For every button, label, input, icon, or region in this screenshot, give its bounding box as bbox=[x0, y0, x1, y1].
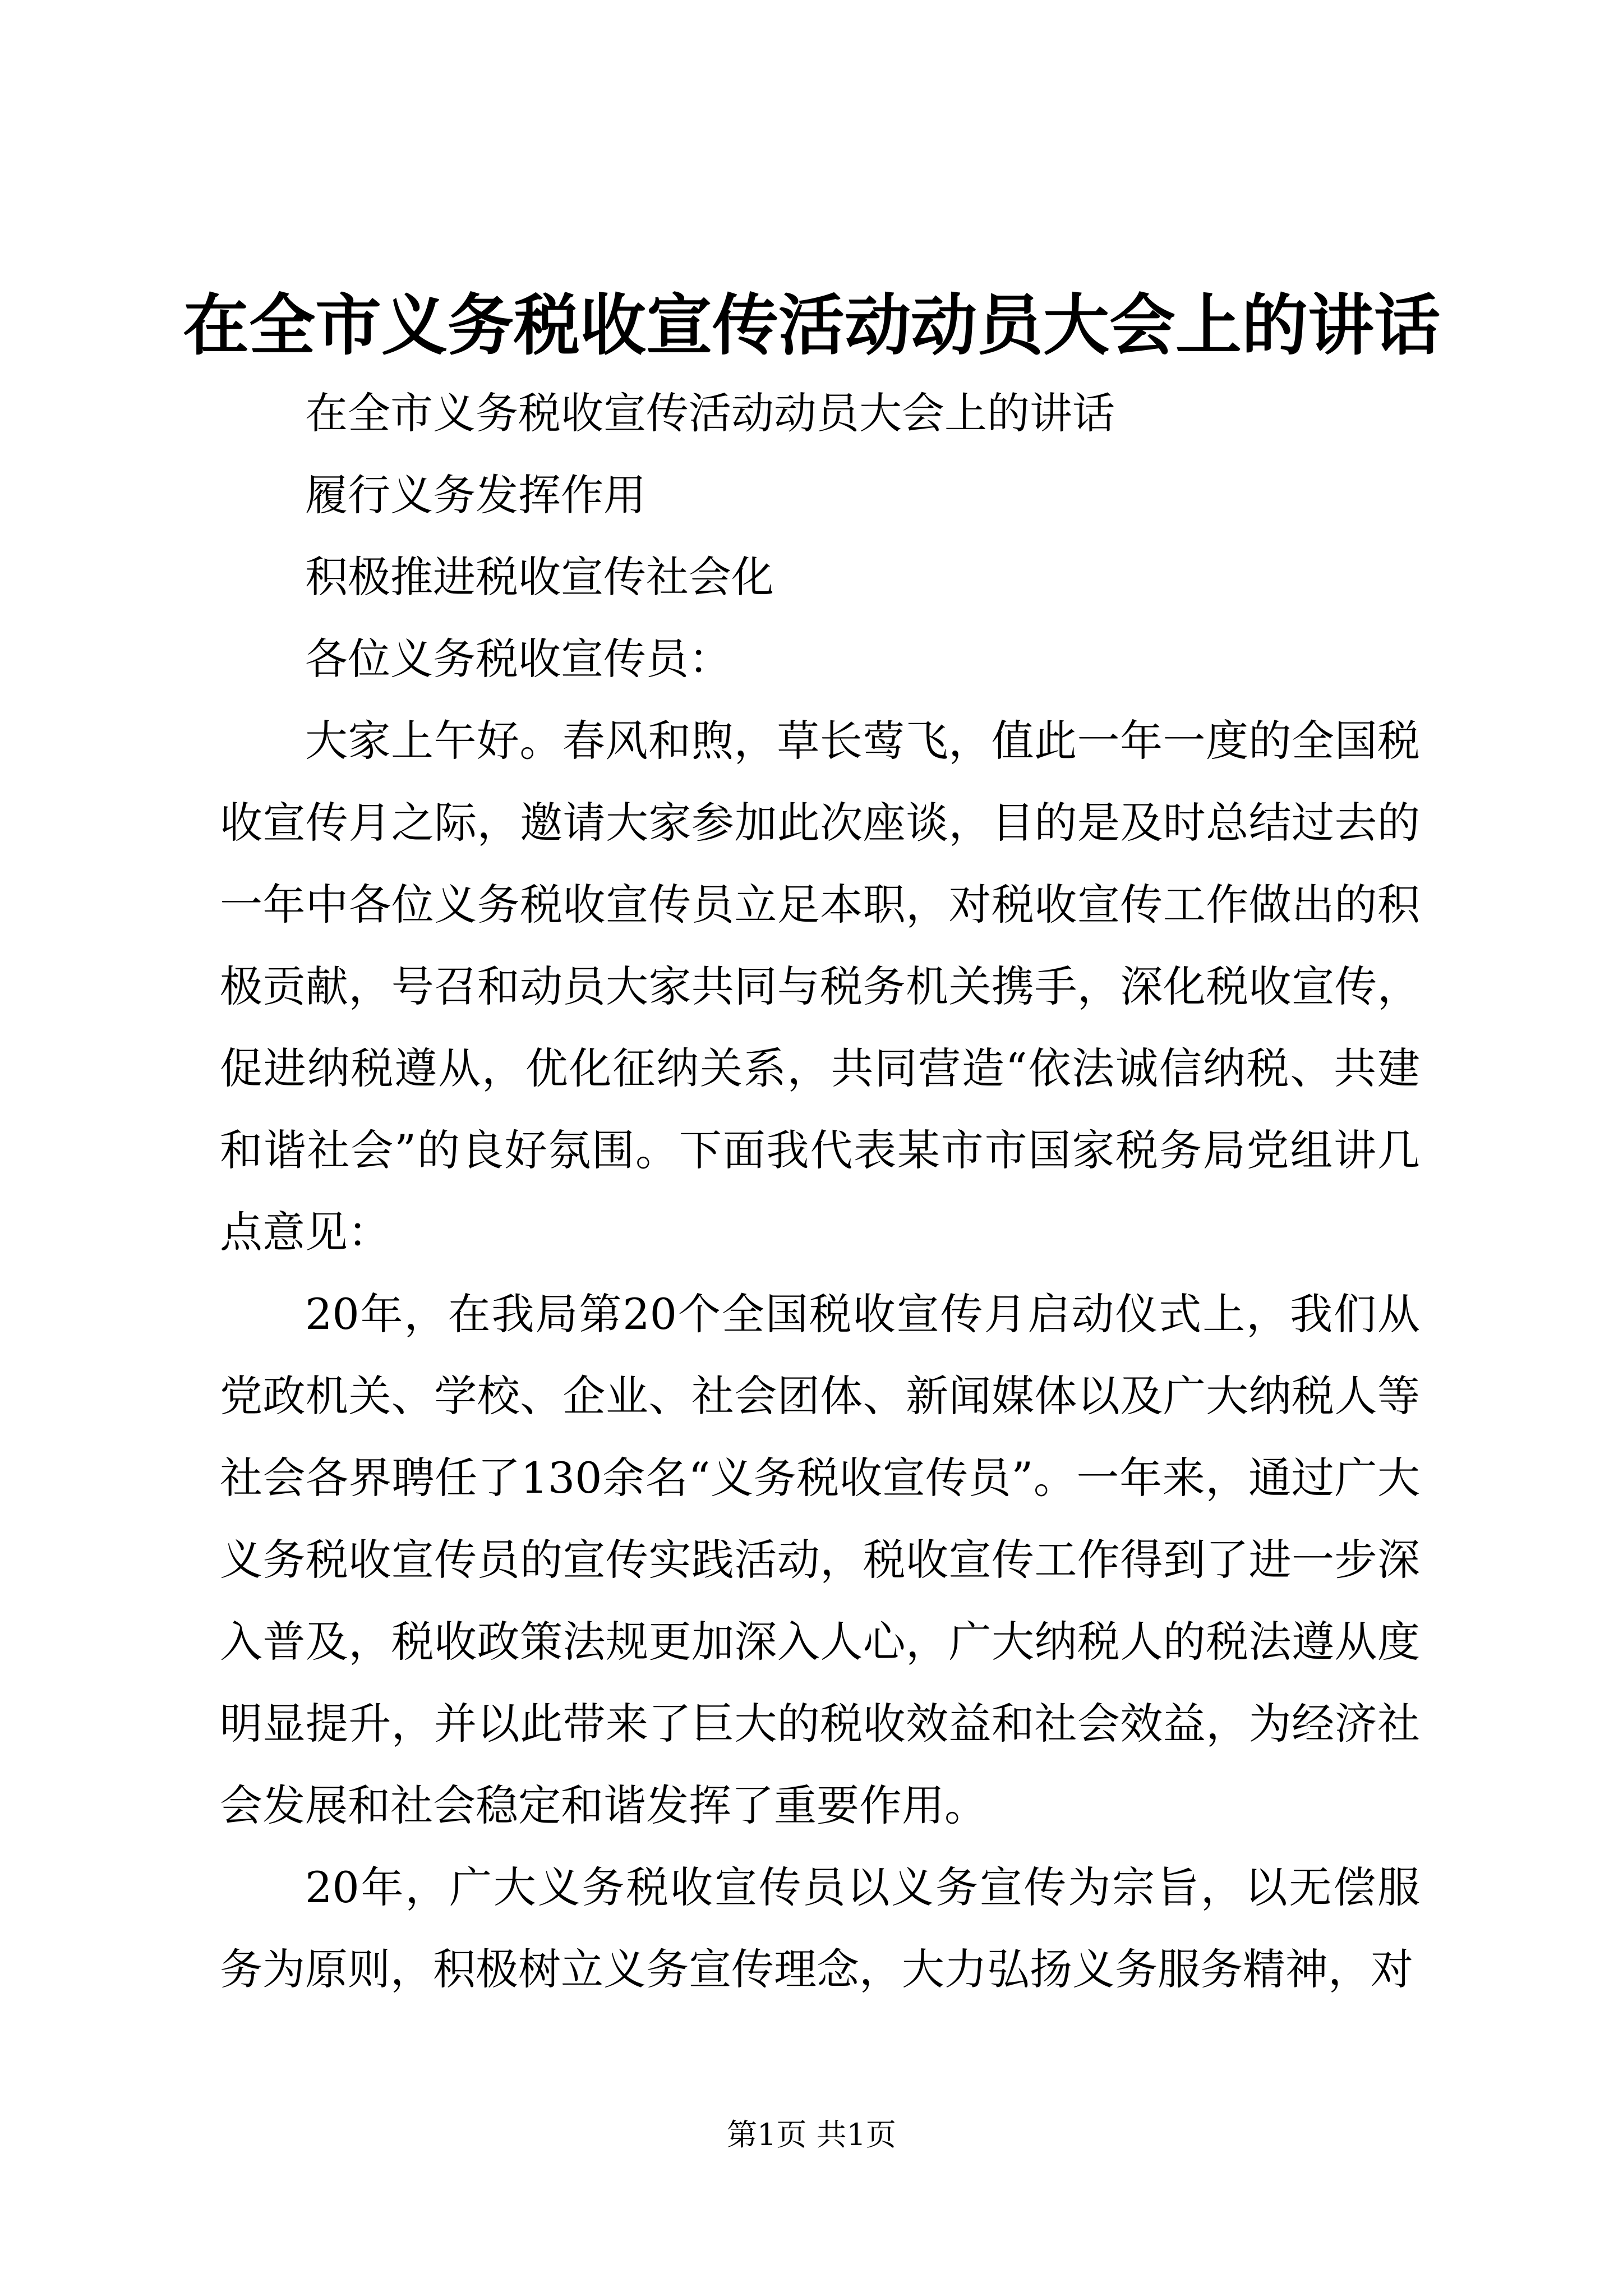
paragraph-body: 大家上午好。春风和煦，草长莺飞，值此一年一度的全国税收宣传月之际，邀请大家参加此次座谈，目的是及时总结过去的一年中各位义务税收宣传员立足本职，对税收宣传工作做出的积极贡献，号召和动员大家共同与税务机关携手，深化税收宣传，促进纳税遵从，优化征纳关系，共同营造“依法诚信纳税、共建和谐社会”的良好氛围。下面我代表某市市国家税务局党组讲几点意见： bbox=[220, 716, 1420, 1257]
paragraph-body: 20年，广大义务税收宣传员以义务宣传为宗旨，以无偿服务为原则，积极树立义务宣传理念，大力弘扬义务服务精神，对 bbox=[220, 1862, 1420, 1994]
document-title: 在全市义务税收宣传活动动员大会上的讲话 bbox=[182, 286, 1440, 364]
paragraph-heading-2: 积极推进税收宣传社会化 bbox=[305, 552, 774, 602]
paragraph-salutation: 各位义务税收宣传员： bbox=[305, 634, 731, 684]
page-footer: 第1页 共1页 bbox=[727, 2117, 896, 2152]
paragraph-body: 20年，在我局第20个全国税收宣传月启动仪式上，我们从党政机关、学校、企业、社会团体、新闻媒体以及广大纳税人等社会各界聘任了130余名“义务税收宣传员”。一年来，通过广大义务税收宣传员的宣传实践活动，税收宣传工作得到了进一步深入普及，税收政策法规更加深入人心，广大纳税人的税法遵从度明显提升，并以此带来了巨大的税收效益和社会效益，为经济社会发展和社会稳定和谐发挥了重要作用。 bbox=[220, 1289, 1420, 1830]
paragraph-subtitle: 在全市义务税收宣传活动动员大会上的讲话 bbox=[305, 388, 1115, 438]
document-body bbox=[220, 372, 1420, 2010]
paragraph-heading-1: 履行义务发挥作用 bbox=[305, 470, 646, 520]
